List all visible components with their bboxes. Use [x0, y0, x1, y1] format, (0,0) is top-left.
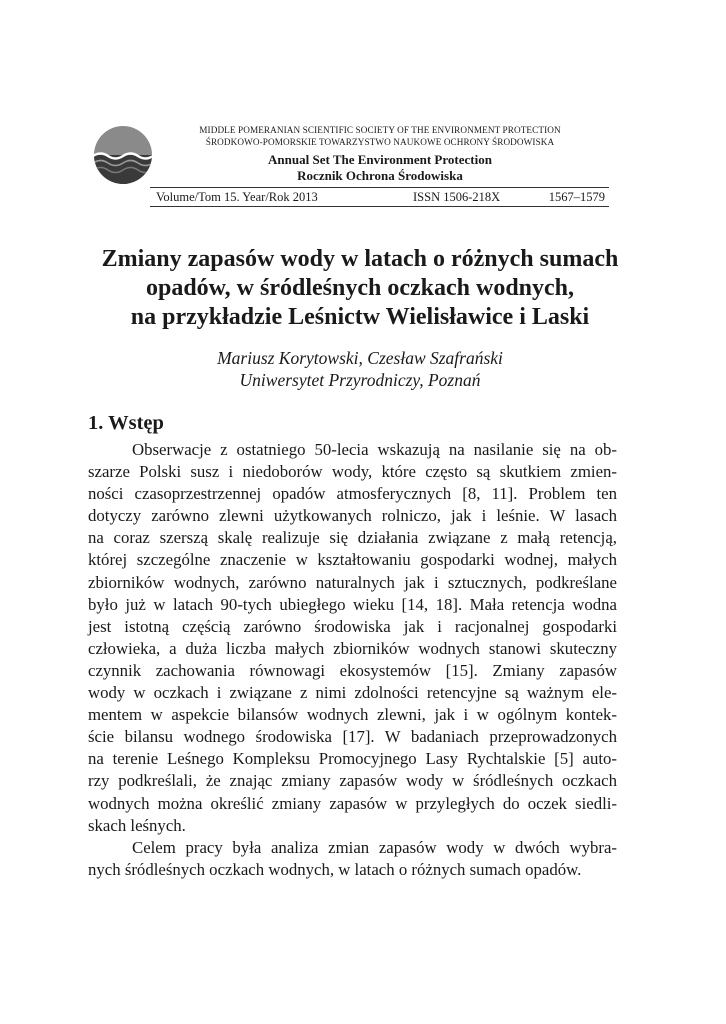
text-line: skach leśnych.: [88, 815, 186, 835]
publisher-name-pl: ŚRODKOWO-POMORSKIE TOWARZYSTWO NAUKOWE OCHRONY ŚRODOWISKA: [205, 137, 555, 147]
publisher-name-en: MIDDLE POMERANIAN SCIENTIFIC SOCIETY OF THE ENVIRONMENT PROTECTION: [199, 125, 561, 135]
text-line: dotyczy zarówno zlewni użytkowanych rolniczo, jak i leśnie. W lasach: [88, 506, 617, 526]
author-block: [60, 347, 660, 391]
text-line: na coraz szerszą skalę realizuje się działania związane z małą retencją,: [88, 528, 617, 548]
paragraph-1: [88, 439, 617, 837]
title-line: na przykładzie Leśnictw Wielisławice i Laski: [130, 304, 590, 330]
text-line: Obserwacje z ostatniego 50-lecia wskazują na nasilanie się na ob-: [132, 440, 617, 459]
text-line: było już w latach 90-tych ubiegłego wieku [14, 18]. Mała retencja wodna: [88, 594, 617, 614]
text-line: nych śródleśnych oczkach wodnych, w latach o różnych sumach opadów.: [88, 859, 582, 879]
text-line: szarze Polski susz i niedoborów wody, które często są skutkiem zmien-: [88, 462, 617, 482]
paragraph-2: [88, 837, 617, 881]
text-line: ności czasoprzestrzennej opadów atmosferycznych [8, 11]. Problem ten: [88, 484, 617, 504]
text-line: wody w oczkach i związane z nimi zdolności retencyjne są ważnym ele-: [88, 683, 617, 703]
header-rule-top: [150, 187, 609, 188]
text-line: mentem w aspekcie bilansów wodnych zlewni, jak i w ogólnym kontek-: [88, 705, 617, 725]
text-line: Celem pracy była analiza zmian zapasów wody w dwóch wybra-: [132, 837, 617, 857]
journal-title-en: Annual Set The Environment Protection: [268, 152, 492, 167]
text-line: ście bilansu wodnego środowiska [17]. W badaniach przeprowadzonych: [88, 727, 617, 747]
issn: ISSN 1506-218X: [413, 190, 501, 204]
text-line: której szczególne znaczenie w kształtowaniu gospodarki wodnej, małych: [88, 550, 617, 570]
text-line: na terenie Leśnego Kompleksu Promocyjnego Lasy Rychtalskie [5] auto-: [88, 749, 617, 769]
page-range: 1567–1579: [548, 190, 605, 204]
section-heading: 1. Wstęp: [88, 412, 164, 434]
authors: Mariusz Korytowski, Czesław Szafrański: [217, 348, 503, 368]
text-line: rzy podkreślali, że znając zmiany zapasów wody w śródleśnych oczkach: [88, 771, 617, 791]
affiliation: Uniwersytet Przyrodniczy, Poznań: [239, 370, 481, 390]
header-rule-bottom: [150, 206, 609, 207]
journal-title-pl: Rocznik Ochrona Środowiska: [297, 168, 463, 183]
section-body: [88, 439, 617, 881]
text-line: jest istotną częścią zarówno środowiska jak i racjonalnej gospodarki: [88, 616, 617, 636]
title-line: opadów, w śródleśnych oczkach wodnych,: [145, 275, 575, 301]
text-line: człowieka, a duża liczba małych zbiorników wodnych stanowi skuteczny: [88, 638, 617, 658]
article-title: [60, 245, 660, 332]
journal-meta-row: [150, 189, 609, 206]
water-waves-logo-icon: [93, 125, 153, 185]
text-line: wodnych można określić zmiany zapasów w przyległych do oczek siedli-: [88, 793, 617, 813]
text-line: czynnik zachowania równowagi ekosystemów [15]. Zmiany zapasów: [88, 660, 617, 680]
text-line: zbiorników wodnych, zarówno naturalnych jak i sztucznych, podkreślane: [88, 572, 617, 592]
volume-year: Volume/Tom 15. Year/Rok 2013: [156, 190, 318, 204]
title-line: Zmiany zapasów wody w latach o różnych sumach: [101, 246, 619, 272]
